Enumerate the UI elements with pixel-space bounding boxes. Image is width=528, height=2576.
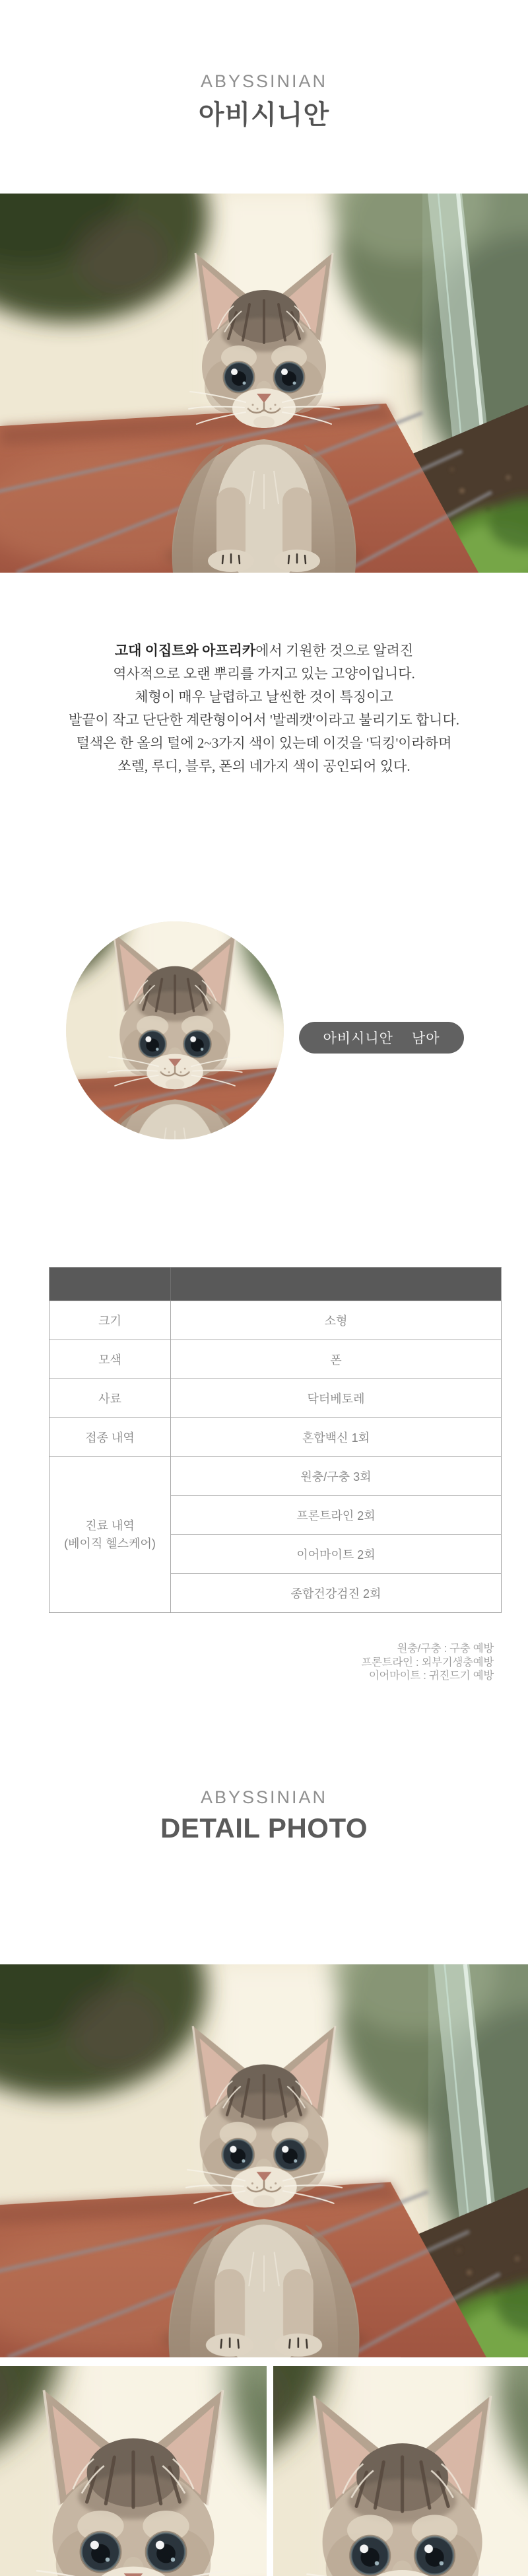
table-row-value: 폰 xyxy=(170,1340,501,1378)
description-line: 발끝이 작고 단단한 계란형이어서 '발레캣'이라고 불리기도 합니다. xyxy=(68,712,460,728)
table-row-label: 크기 xyxy=(50,1301,170,1340)
badge-breed-label: 아비시니안 xyxy=(323,1031,393,1046)
badge-sex-label: 남아 xyxy=(411,1031,440,1046)
detail-kitten-photo-right xyxy=(273,2366,528,2576)
breed-title-en: ABYSSINIAN xyxy=(200,71,328,91)
table-header-left xyxy=(50,1268,170,1301)
main-kitten-photo xyxy=(0,194,528,573)
table-row-value: 혼합백신 1회 xyxy=(170,1417,501,1456)
breed-description xyxy=(0,639,528,778)
breed-title-ko: 아비시니안 xyxy=(198,100,330,129)
description-line: 쏘렐, 루디, 블루, 폰의 네가지 색이 공인되어 있다. xyxy=(117,758,411,774)
table-row-value: 프론트라인 2회 xyxy=(170,1495,501,1534)
footnote-line: 원충/구충 : 구충 예방 xyxy=(397,1643,494,1655)
breed-sex-badge xyxy=(299,1022,464,1054)
detail-section-title-en: ABYSSINIAN xyxy=(200,1787,328,1807)
description-line: 고대 이집트와 아프리카에서 기원한 것으로 알려진 xyxy=(114,643,414,659)
table-row-value: 원충/구충 3회 xyxy=(170,1456,501,1495)
detail-kitten-photo xyxy=(0,1964,528,2357)
detail-kitten-photo-left xyxy=(0,2366,267,2576)
care-label-line2: (베이직 헬스케어) xyxy=(64,1536,156,1550)
care-label-line1: 진료 내역 xyxy=(85,1519,135,1532)
table-row-label-care xyxy=(50,1456,170,1612)
kitten-photo-image xyxy=(0,2366,267,2576)
table-row-value: 소형 xyxy=(170,1301,501,1340)
description-line: 체형이 매우 날렵하고 날씬한 것이 특징이고 xyxy=(135,689,393,705)
table-row-label: 사료 xyxy=(50,1378,170,1417)
profile-circle-photo xyxy=(66,921,284,1139)
kitten-photo-image xyxy=(0,194,528,573)
footnote-line: 프론트라인 : 외부기생충예방 xyxy=(361,1656,494,1668)
detail-section-title: DETAIL PHOTO xyxy=(160,1812,368,1843)
kitten-photo-image xyxy=(273,2366,528,2576)
table-row-value: 종합건강검진 2회 xyxy=(170,1573,501,1612)
description-line: 털색은 한 올의 털에 2~3가지 색이 있는데 이것을 '딕킹'이라하며 xyxy=(76,735,452,751)
kitten-photo-image xyxy=(0,1964,528,2357)
table-row-value: 닥터베토레 xyxy=(170,1378,501,1417)
table-header-right xyxy=(170,1268,501,1301)
care-footnotes xyxy=(361,1642,494,1683)
table-row-label: 모색 xyxy=(50,1340,170,1378)
kitten-photo-image xyxy=(66,921,284,1139)
footnote-line: 이어마이트 : 귀진드기 예방 xyxy=(368,1670,494,1682)
pet-info-table xyxy=(49,1267,502,1613)
description-line: 역사적으로 오랜 뿌리를 가지고 있는 고양이입니다. xyxy=(113,666,415,682)
table-row-value: 이어마이트 2회 xyxy=(170,1534,501,1573)
table-row-label: 접종 내역 xyxy=(50,1417,170,1456)
